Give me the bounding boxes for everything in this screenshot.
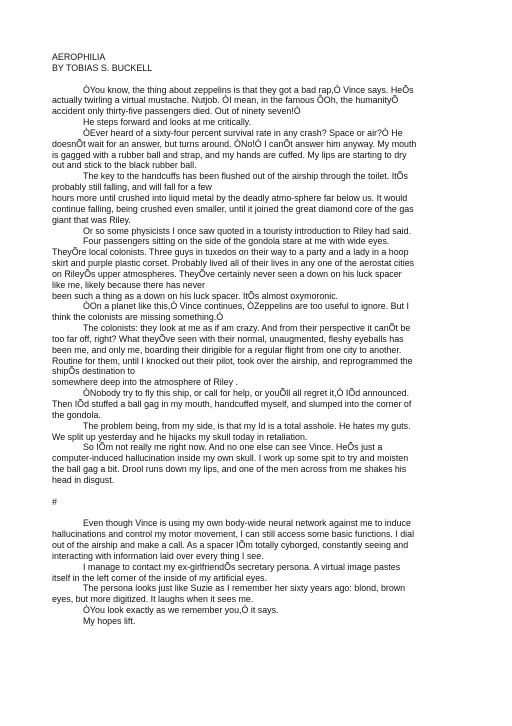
text-line: My hopes lift. <box>83 615 136 626</box>
text-line: out of the airship and make a call. As a spacer IÕm totally cyborged, constantly seeing and <box>52 539 409 550</box>
text-line: the ball gag a bit. Drool runs down my lips, and one of the men across from me shakes his <box>52 464 407 475</box>
spacer <box>52 507 470 518</box>
spacer <box>52 486 470 497</box>
text-line: Four passengers sitting on the side of the gondola stare at me with wide eyes. <box>83 236 390 247</box>
text-line: ÒYou look exactly as we remember you,Ó it says. <box>83 605 279 616</box>
text-line: ÒYou know, the thing about zeppelins is that they got a bad rap,Ó Vince says. HeÕs <box>83 84 414 95</box>
text-line: Routine for them, until I knocked out their pilot, took over the airship, and reprogrammed the <box>52 355 413 366</box>
text-line: doesnÕt wait for an answer, but turns around. ÒNo!Ó I canÕt answer him anyway. My mouth <box>52 138 417 149</box>
text-line: The problem being, from my side, is that my Id is a total asshole. He hates my guts. <box>83 420 411 431</box>
spacer <box>52 74 470 85</box>
text-line: head in disgust. <box>52 474 115 485</box>
text-line: Or so some physicists I once saw quoted in a touristy introduction to Riley had said. <box>83 225 412 236</box>
text-line: giant that was Riley. <box>52 214 131 225</box>
text-line: itself in the left corner of the inside of my artificial eyes. <box>52 572 268 583</box>
text-line: been me, and only me, boarding their dirigible for a regular flight from one city to another. <box>52 344 402 355</box>
text-line: eyes, but more digitized. It laughs when it sees me. <box>52 594 254 605</box>
text-line: accident only thirty-five passengers died. Out of ninety seven!Ó <box>52 106 301 117</box>
document-title: AEROPHILIA <box>52 52 106 62</box>
section-break: # <box>52 496 57 507</box>
text-line: the gondola. <box>52 409 101 420</box>
text-line: shipÕs destination to <box>52 366 135 377</box>
text-line: skirt and purple plastic corset. Probably lived all of their lives in any one of the aerostat cities <box>52 258 415 269</box>
text-line: ÒNobody try to fly this ship, or call for help, or youÕll all regret it,Ó IÕd announced. <box>83 388 410 399</box>
text-line: He steps forward and looks at me critically. <box>83 117 252 128</box>
text-line: too far off, right? What theyÕve seen with their normal, unaugmented, fleshy eyeballs has <box>52 333 404 344</box>
text-line: is gagged with a rubber ball and strap, and my hands are cuffed. My lips are starting to dry <box>52 149 407 160</box>
text-line: ÒEver heard of a sixty-four percent survival rate in any crash? Space or air?Ó He <box>83 127 403 138</box>
text-line: So IÕm not really me right now. And no one else can see Vince. HeÕs just a <box>83 442 383 453</box>
text-line: probably still falling, and will fall for a few <box>52 182 212 193</box>
text-line: The colonists: they look at me as if am crazy. And from their perspective it canÕt be <box>83 323 411 334</box>
text-line: actually twirling a virtual mustache. Nutjob. ÒI mean, in the famous ÔOh, the humanityÕ <box>52 95 399 106</box>
text-line: hours more until crushed into liquid metal by the deadly atmo-sphere far below us. It would <box>52 192 408 203</box>
document-byline: BY TOBIAS S. BUCKELL <box>52 62 153 73</box>
text-line: The persona looks just like Suzie as I remember her sixty years ago: blond, brown <box>83 583 406 594</box>
text-line: hallucinations and control my motor movement, I can still access some basic functions. I dial <box>52 529 415 540</box>
text-line: I manage to contact my ex-girlfriendÕs secretary persona. A virtual image pastes <box>83 561 401 572</box>
text-line: think the colonists are missing something.Ó <box>52 312 224 323</box>
text-line: Even though Vince is using my own body-wide neural network against me to induce <box>83 518 411 529</box>
text-line: continue falling, being crushed even smaller, until it joined the great diamond core of the gas <box>52 203 414 214</box>
text-line: on RileyÕs upper atmospheres. TheyÕve certainly never seen a down on his luck spacer <box>52 268 402 279</box>
text-line: out and stick to the black rubber ball. <box>52 160 197 171</box>
text-line: interacting with information laid over every thing I see. <box>52 550 264 561</box>
text-line: been such a thing as a down on his luck spacer. ItÕs almost oxymoronic. <box>52 290 339 301</box>
text-line: somewhere deep into the atmosphere of Riley . <box>52 377 238 388</box>
text-line: computer-induced hallucination inside my own skull. I work up some spit to try and moisten <box>52 453 409 464</box>
text-line: TheyÕre local colonists. Three guys in tuxedos on their way to a party and a lady in a hoop <box>52 247 409 258</box>
text-line: The key to the handcuffs has been flushed out of the airship through the toilet. ItÕs <box>83 171 408 182</box>
document-body <box>52 52 470 627</box>
text-line: Then IÕd stuffed a ball gag in my mouth, handcuffed myself, and slumped into the corner of <box>52 399 412 409</box>
text-line: ÒOn a planet like this,Ó Vince continues, ÒZeppelins are too useful to ignore. But I <box>83 301 409 312</box>
text-line: like me, likely because there has never <box>52 279 205 290</box>
text-line: We split up yesterday and he hijacks my skull today in retaliation. <box>52 431 308 442</box>
